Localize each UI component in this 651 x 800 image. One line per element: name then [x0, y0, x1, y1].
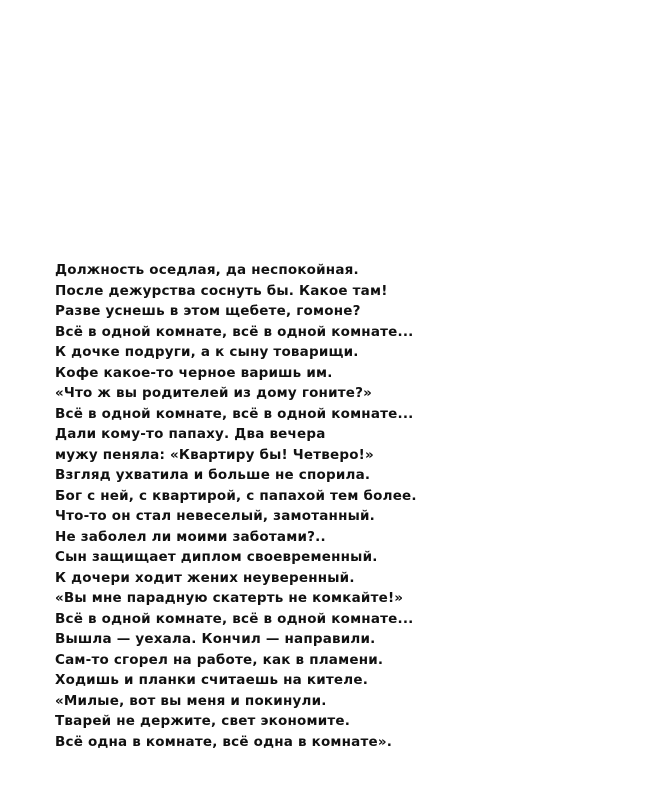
poem-line: Сам-то сгорел на работе, как в пламени. — [55, 651, 384, 668]
poem-line: К дочке подруги, а к сыну товарищи. — [55, 344, 359, 360]
poem-line: «Что ж вы родителей из дому гоните?» — [55, 385, 373, 401]
poem-line: Сын защищает диплом своевременный. — [55, 549, 378, 565]
poem-line: «Милые, вот вы меня и покинули. — [55, 692, 327, 709]
poem-line: Что-то он стал невеселый, замотанный. — [55, 508, 376, 524]
poem-line: Не заболел ли моими заботами?.. — [55, 528, 326, 545]
poem-line: Разве уснешь в этом щебете, гомоне? — [55, 303, 361, 319]
poem-line: Вышла — уехала. Кончил — направили. — [55, 631, 376, 647]
poem-text — [55, 260, 417, 752]
poem-line: Должность оседлая, да неспокойная. — [55, 262, 359, 278]
poem-line: К дочери ходит жених неуверенный. — [55, 569, 355, 586]
poem-line: Всё в одной комнате, всё в одной комнате... — [55, 323, 414, 340]
poem-line: Всё в одной комнате, всё в одной комнате... — [55, 405, 414, 422]
poem-line: Тварей не держите, свет экономите. — [55, 713, 351, 729]
poem-line: Бог с ней, с квартирой, с папахой тем более. — [55, 487, 417, 504]
poem-line: «Вы мне парадную скатерть не комкайте!» — [55, 590, 404, 606]
poem-line: Ходишь и планки считаешь на кителе. — [55, 672, 369, 688]
poem-line: После дежурства соснуть бы. Какое там! — [55, 282, 388, 299]
poem-line: Взгляд ухватила и больше не спорила. — [55, 467, 371, 483]
poem-line: Всё в одной комнате, всё в одной комнате... — [55, 610, 414, 627]
poem-line: мужу пеняла: «Квартиру бы! Четверо!» — [55, 446, 374, 463]
poem-line: Дали кому-то папаху. Два вечера — [55, 426, 326, 442]
poem-line: Кофе какое-то черное варишь им. — [55, 364, 333, 381]
poem-line: Всё одна в комнате, всё одна в комнате». — [55, 733, 393, 750]
